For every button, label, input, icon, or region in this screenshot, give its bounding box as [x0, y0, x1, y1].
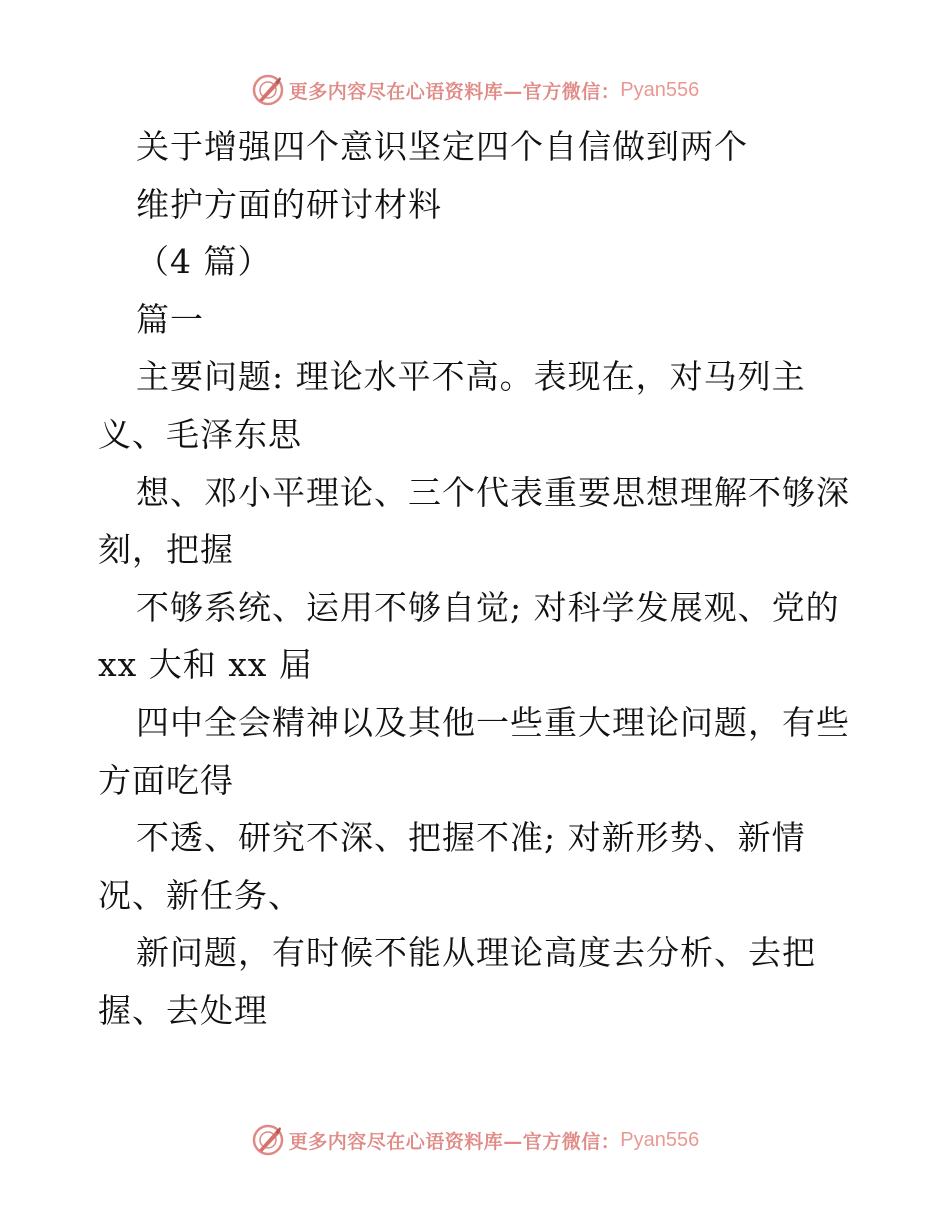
text-line: 义、毛泽东思: [98, 414, 302, 454]
document-title-line: 关于增强四个意识坚定四个自信做到两个: [136, 127, 748, 166]
text-line: 握、去处理: [98, 990, 268, 1030]
watermark-text: 更多内容尽在心语资料库—官方微信：: [288, 80, 621, 103]
watermark-header: [0, 70, 950, 110]
text-line: 四中全会精神以及其他一些重大理论问题，有些: [136, 702, 850, 742]
text-line: 主要问题: 理论水平不高。表现在，对马列主: [136, 357, 806, 397]
text-line: 篇一: [136, 299, 204, 339]
text-line: （4 篇）: [136, 242, 272, 282]
text-line: 不透、研究不深、把握不准; 对新形势、新情: [136, 818, 806, 858]
text-line: 刻，把握: [98, 530, 234, 570]
watermark-text: 更多内容尽在心语资料库—官方微信：: [288, 1130, 621, 1153]
watermark-contact: Pyan556: [620, 78, 700, 101]
quill-pen-logo-icon: [251, 1123, 285, 1157]
text-line: 况、新任务、: [98, 875, 302, 915]
text-line: 想、邓小平理论、三个代表重要思想理解不够深: [136, 472, 850, 512]
watermark-footer: [0, 1120, 950, 1160]
text-line: 方面吃得: [98, 760, 234, 800]
quill-pen-logo-icon: [251, 73, 285, 107]
watermark-contact: Pyan556: [620, 1128, 700, 1151]
document-body: [98, 118, 868, 1040]
document-title-line: 维护方面的研讨材料: [136, 184, 442, 224]
text-line: xx 大和 xx 届: [98, 645, 313, 685]
text-line: 不够系统、运用不够自觉; 对科学发展观、党的: [136, 587, 840, 627]
text-line: 新问题，有时候不能从理论高度去分析、去把: [136, 933, 816, 973]
